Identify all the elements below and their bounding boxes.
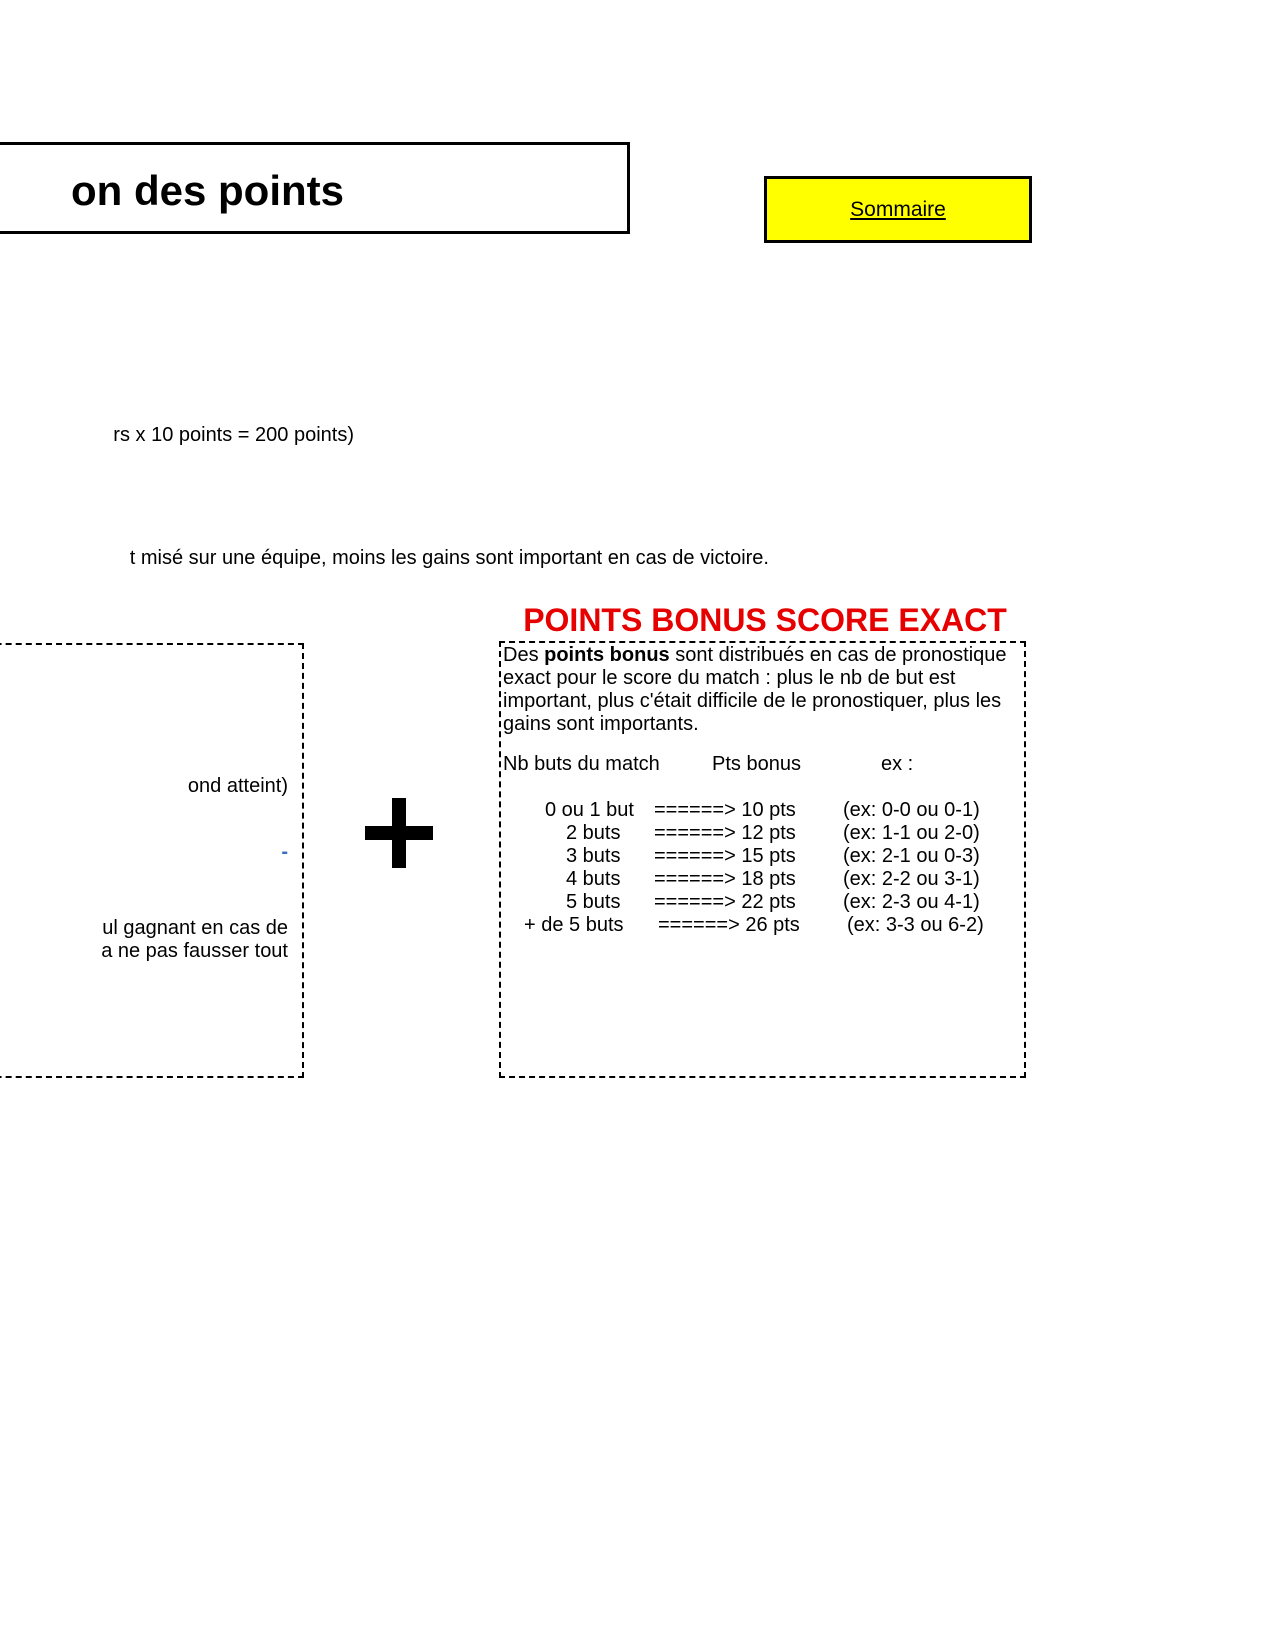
left-box-line-1: ond atteint) [187,775,288,797]
bonus-header-buts: Nb buts du match [503,753,660,775]
plus-icon-vertical-bar [392,798,406,868]
bonus-row-pts: ======> 10 pts [654,799,796,821]
bonus-row-buts: 5 buts [566,891,621,913]
plus-icon [361,780,437,888]
bonus-header-ex: ex : [881,753,914,775]
bonus-row-pts: ======> 18 pts [654,868,796,890]
bonus-row-buts: 2 buts [566,822,621,844]
bonus-row-ex: (ex: 2-1 ou 0-3) [843,845,980,867]
bonus-description [503,644,1023,736]
bonus-row-buts: 3 buts [566,845,621,867]
bonus-row-ex: (ex: 1-1 ou 2-0) [843,822,980,844]
bonus-desc-rest: sont distribués en cas de pronostique exact pour le score du match : plus le nb de but est important, plus c'était difficile de le pronostiquer, plus les gains sont importants. [503,644,1007,735]
mise-line-text: t misé sur une équipe, moins les gains sont important en cas de victoire. [129,547,769,569]
bonus-desc-prefix: Des [503,644,545,666]
left-box-line-3: ul gagnant en cas de [102,917,288,939]
page-title: on des points [71,167,344,214]
bonus-box [499,641,1026,1078]
bonus-row-pts: ======> 12 pts [654,822,796,844]
bonus-header-pts: Pts bonus [712,753,801,775]
title-box [0,142,630,234]
bonus-row-buts: 0 ou 1 but [545,799,634,821]
bonus-row-pts: ======> 22 pts [654,891,796,913]
title-box-clip [71,138,634,246]
bonus-row-pts: ======> 15 pts [654,845,796,867]
points-line [104,424,354,452]
sommaire-button[interactable]: Sommaire [764,176,1032,243]
bonus-row-ex: (ex: 2-3 ou 4-1) [843,891,980,913]
bonus-title: POINTS BONUS SCORE EXACT [523,602,1007,638]
bonus-row-ex: (ex: 2-2 ou 3-1) [843,868,980,890]
bonus-row-buts: + de 5 buts [524,914,624,936]
left-box-line-2: - [281,841,288,863]
left-rules-box-clip [101,640,304,1080]
bonus-row [501,891,1024,914]
bonus-row [501,868,1024,891]
bonus-row [501,799,1024,822]
bonus-row-ex: (ex: 0-0 ou 0-1) [843,799,980,821]
bonus-row [501,822,1024,845]
bonus-row [501,914,1024,937]
bonus-desc-bold: points bonus [544,644,670,666]
bonus-row-buts: 4 buts [566,868,621,890]
mise-line [104,547,769,575]
bonus-row-ex: (ex: 3-3 ou 6-2) [847,914,984,936]
left-rules-box [0,643,304,1078]
bonus-row-pts: ======> 26 pts [658,914,800,936]
left-box-line-4: a ne pas fausser tout [101,940,288,962]
bonus-row [501,845,1024,868]
points-line-text: rs x 10 points = 200 points) [113,424,354,446]
